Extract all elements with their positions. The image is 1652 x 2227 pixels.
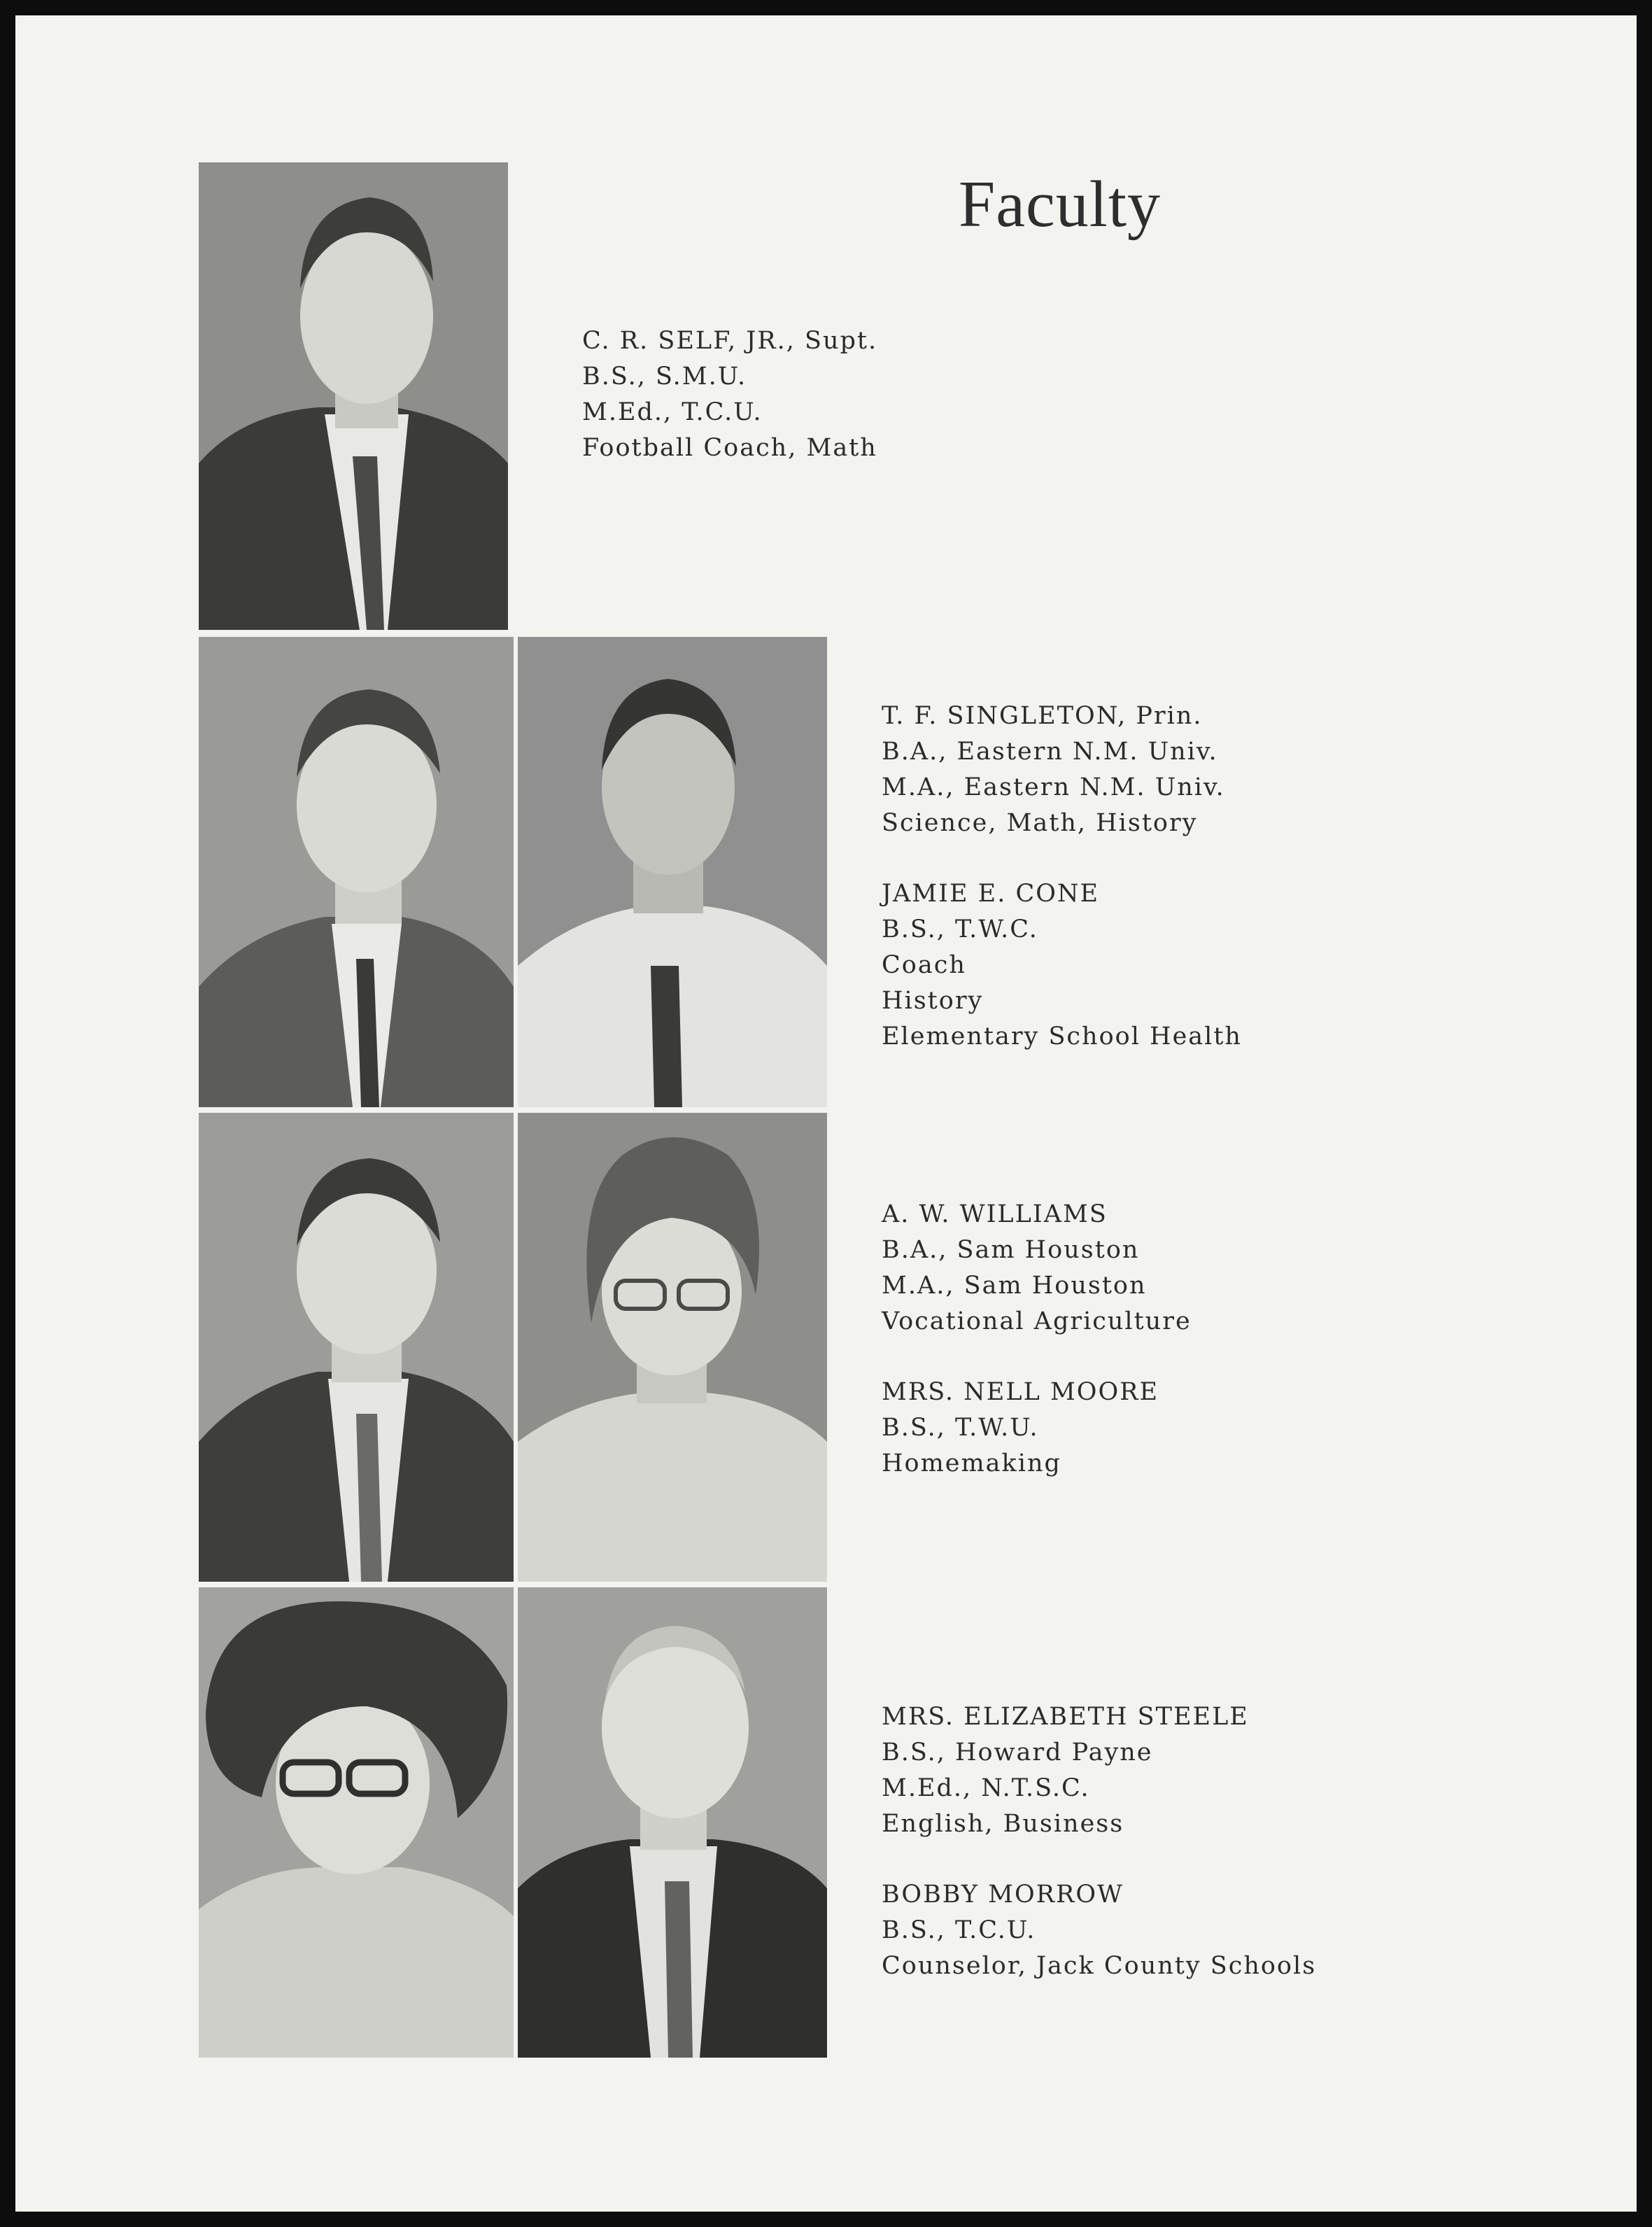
bio-self — [582, 323, 877, 466]
faculty-detail: B.A., Sam Houston — [882, 1236, 1140, 1264]
portrait-williams — [199, 1113, 514, 1582]
bio-singleton-cone — [882, 698, 1242, 1055]
portrait-self — [199, 162, 508, 630]
faculty-detail: Science, Math, History — [882, 809, 1198, 837]
portrait-moore — [518, 1113, 827, 1582]
faculty-name: C. R. SELF, JR., Supt. — [582, 327, 878, 355]
faculty-detail: Coach — [882, 951, 966, 979]
faculty-detail: B.A., Eastern N.M. Univ. — [882, 738, 1218, 766]
faculty-detail: B.S., T.W.U. — [882, 1414, 1039, 1442]
faculty-detail: B.S., T.W.C. — [882, 915, 1038, 943]
faculty-detail: M.A., Eastern N.M. Univ. — [882, 773, 1225, 801]
faculty-name: MRS. ELIZABETH STEELE — [882, 1703, 1249, 1731]
faculty-name: A. W. WILLIAMS — [882, 1200, 1108, 1228]
page-title: Faculty — [959, 168, 1161, 241]
faculty-detail: Homemaking — [882, 1449, 1061, 1477]
faculty-name: BOBBY MORROW — [882, 1881, 1124, 1909]
faculty-detail: English, Business — [882, 1810, 1124, 1838]
faculty-detail: M.A., Sam Houston — [882, 1272, 1147, 1300]
bio-williams-moore — [882, 1197, 1192, 1482]
faculty-detail: B.S., S.M.U. — [582, 363, 747, 391]
portrait-steele — [199, 1587, 514, 2058]
faculty-detail: M.Ed., T.C.U. — [582, 398, 763, 426]
faculty-name: MRS. NELL MOORE — [882, 1378, 1159, 1406]
faculty-detail: Elementary School Health — [882, 1023, 1242, 1051]
portrait-cone — [518, 637, 827, 1107]
yearbook-page — [15, 15, 1637, 2212]
faculty-detail: M.Ed., N.T.S.C. — [882, 1774, 1090, 1802]
faculty-detail: B.S., T.C.U. — [882, 1916, 1036, 1944]
faculty-detail: History — [882, 987, 984, 1015]
faculty-detail: Vocational Agriculture — [882, 1307, 1192, 1335]
bio-steele-morrow — [882, 1699, 1316, 1984]
faculty-name: T. F. SINGLETON, Prin. — [882, 702, 1203, 730]
faculty-detail: Counselor, Jack County Schools — [882, 1952, 1317, 1980]
faculty-detail: Football Coach, Math — [582, 434, 877, 462]
faculty-detail: B.S., Howard Payne — [882, 1738, 1153, 1766]
faculty-name: JAMIE E. CONE — [882, 880, 1100, 908]
portrait-singleton — [199, 637, 514, 1107]
portrait-morrow — [518, 1587, 827, 2058]
